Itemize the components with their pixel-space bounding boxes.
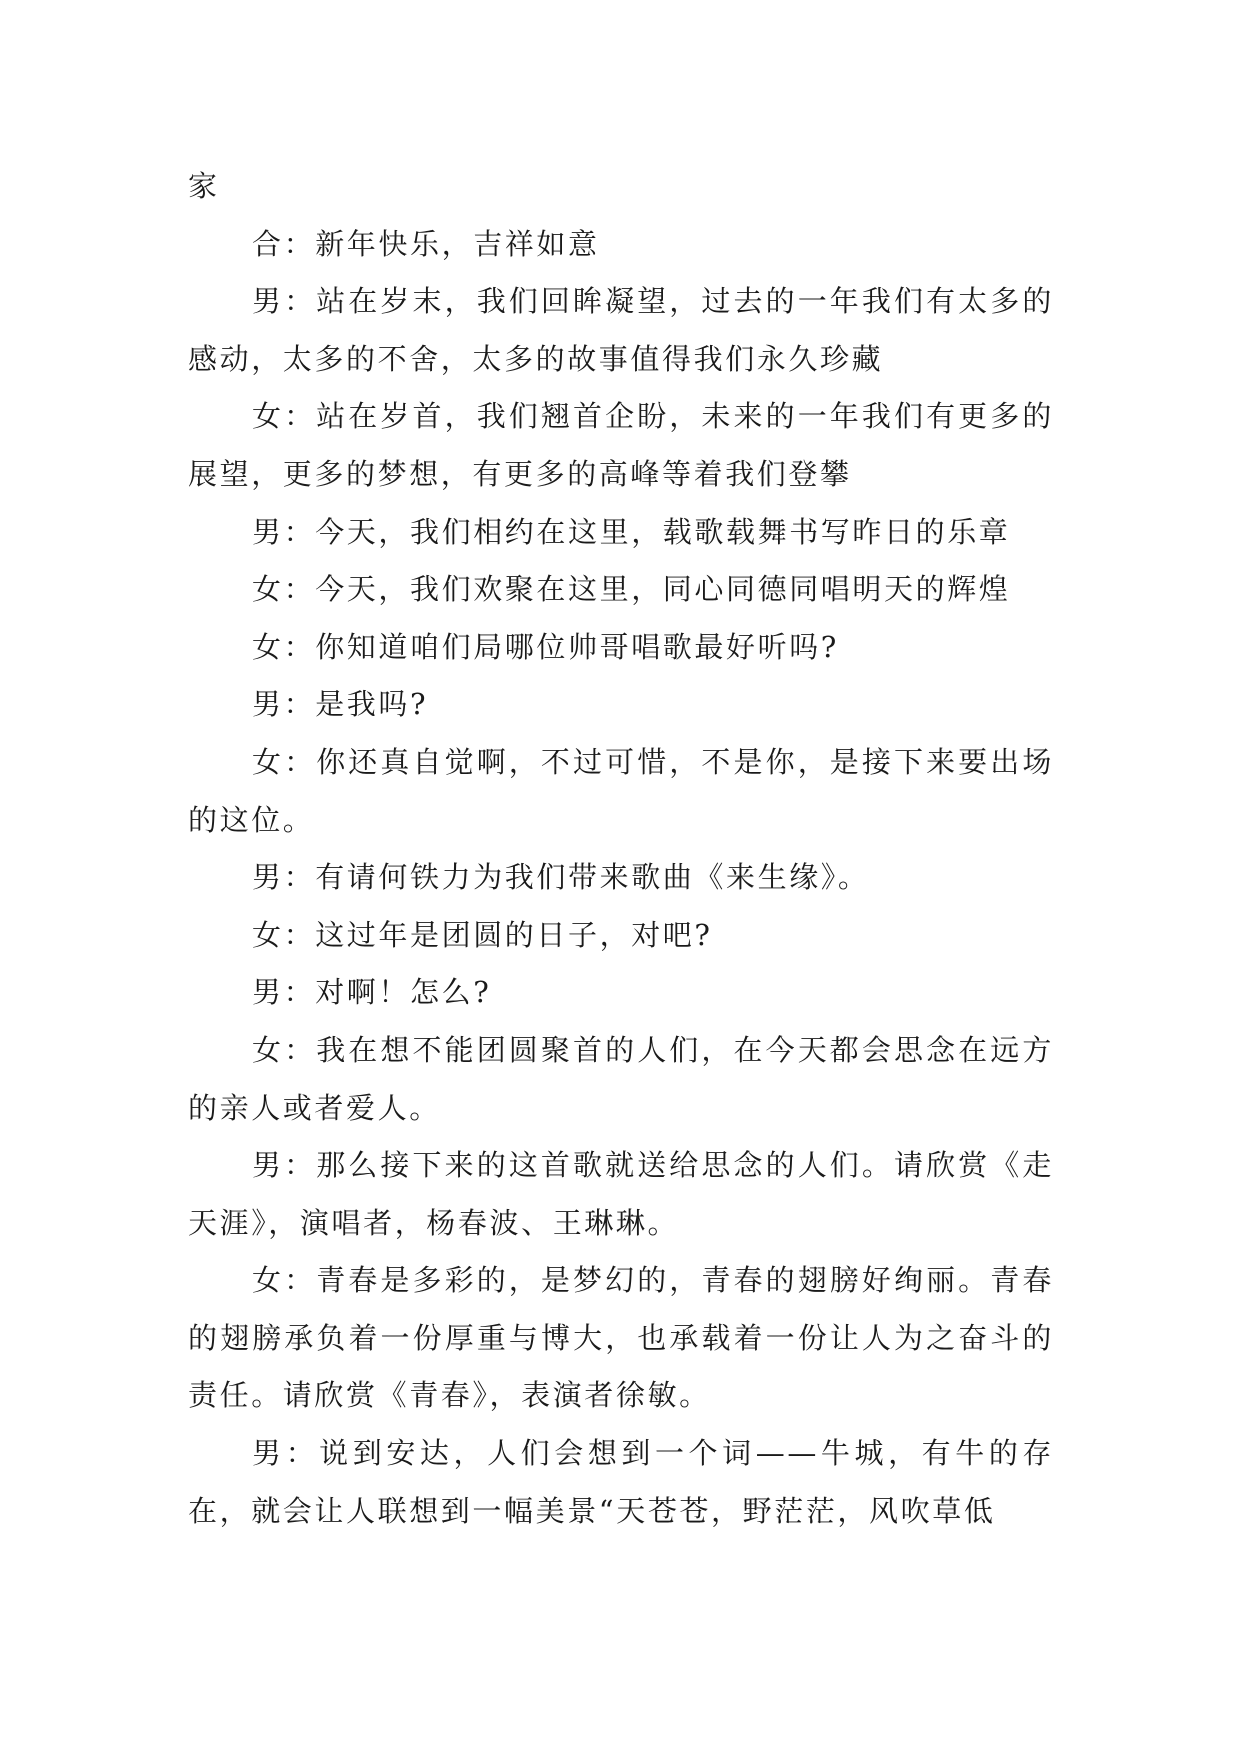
paragraph-8: 男：是我吗? <box>252 687 429 722</box>
document-body <box>188 158 1054 1540</box>
paragraph-16: 男：说到安达，人们会想到一个词——牛城，有牛的存在，就会让人联想到一幅美景“天苍苍，野茫茫，风吹草低 <box>188 1436 1054 1528</box>
paragraph-7: 女：你知道咱们局哪位帅哥唱歌最好听吗? <box>252 629 839 664</box>
paragraph-14: 男：那么接下来的这首歌就送给思念的人们。请欣赏《走天涯》，演唱者，杨春波、王琳琳。 <box>188 1148 1054 1240</box>
paragraph-13: 女：我在想不能团圆聚首的人们，在今天都会思念在远方的亲人或者爱人。 <box>188 1032 1054 1125</box>
paragraph-6: 女：今天，我们欢聚在这里，同心同德同唱明天的辉煌 <box>252 572 1011 607</box>
paragraph-11: 女：这过年是团圆的日子，对吧? <box>252 917 713 952</box>
paragraph-5: 男：今天，我们相约在这里，载歌载舞书写昨日的乐章 <box>252 514 1011 549</box>
paragraph-1: 家 <box>188 169 220 203</box>
paragraph-3: 男：站在岁末，我们回眸凝望，过去的一年我们有太多的感动，太多的不舍，太多的故事值得我们永久珍藏 <box>188 284 1054 376</box>
paragraph-2: 合：新年快乐，吉祥如意 <box>252 226 600 261</box>
paragraph-10: 男：有请何铁力为我们带来歌曲《来生缘》。 <box>252 860 870 895</box>
paragraph-9: 女：你还真自觉啊，不过可惜，不是你，是接下来要出场的这位。 <box>188 744 1054 837</box>
paragraph-12: 男：对啊！怎么? <box>252 975 492 1010</box>
paragraph-15: 女：青春是多彩的，是梦幻的，青春的翅膀好绚丽。青春的翅膀承负着一份厚重与博大，也承载着一份让人为之奋斗的责任。请欣赏《青春》，表演者徐敏。 <box>188 1263 1054 1413</box>
paragraph-4: 女：站在岁首，我们翘首企盼，未来的一年我们有更多的展望，更多的梦想，有更多的高峰等着我们登攀 <box>188 399 1054 491</box>
